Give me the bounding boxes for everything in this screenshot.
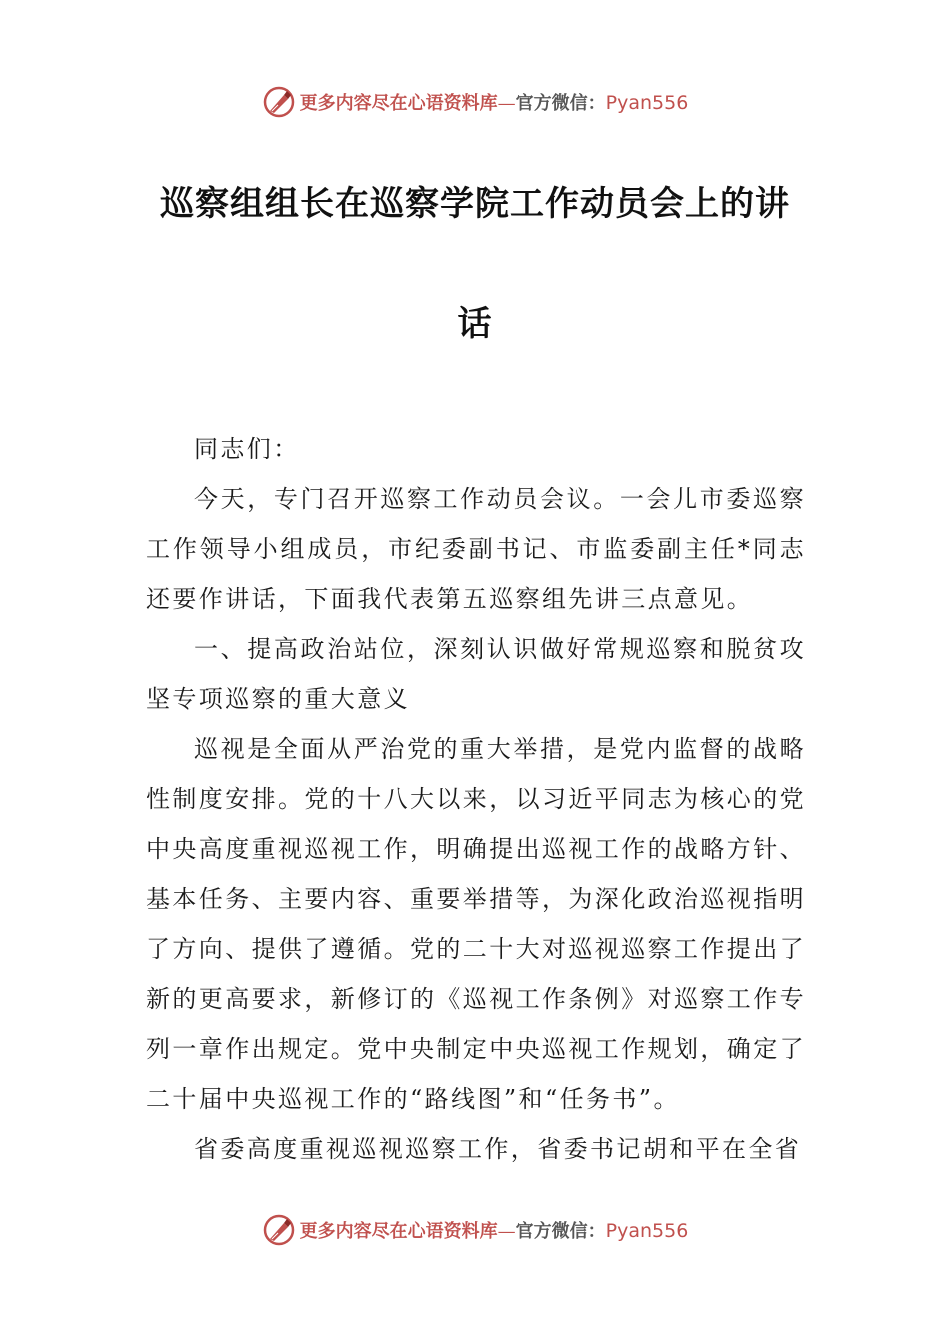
banner-site-name: 更多内容尽在心语资料库 (299, 93, 498, 114)
pen-nib-logo-icon (262, 1213, 296, 1247)
salutation: 同志们： (194, 435, 300, 463)
document-body (146, 424, 806, 1174)
pen-nib-logo-icon (262, 85, 296, 119)
banner-text (300, 89, 689, 115)
banner-wechat-label: 官方微信： (515, 93, 606, 114)
document-title-line-1: 巡察组组长在巡察学院工作动员会上的讲 (160, 184, 790, 224)
banner-wechat-id: Pyan556 (605, 92, 689, 114)
body-paragraph: 省委高度重视巡视巡察工作，省委书记胡和平在全省 (194, 1135, 802, 1163)
footer-banner (0, 1210, 950, 1250)
banner-wechat-label: 官方微信： (515, 1221, 606, 1242)
section-heading: 一、提高政治站位，深刻认识做好常规巡察和脱贫攻坚专项巡察的重大意义 (146, 635, 806, 713)
document-title-line-2: 话 (457, 304, 493, 344)
body-paragraph: 巡视是全面从严治党的重大举措，是党内监督的战略性制度安排。党的十八大以来，以习近平同志为核心的党中央高度重视巡视工作，明确提出巡视工作的战略方针、基本任务、主要内容、重要举措等，为深化政治巡视指明了方向、提供了遵循。党的二十大对巡视巡察工作提出了新的更高要求，新修订的《巡视工作条例》对巡察工作专列一章作出规定。党中央制定中央巡视工作规划，确定了二十届中央巡视工作的“路线图”和“任务书”。 (146, 735, 806, 1113)
banner-text (300, 1217, 689, 1243)
banner-dash: — (497, 93, 516, 114)
body-paragraph: 今天，专门召开巡察工作动员会议。一会儿市委巡察工作领导小组成员，市纪委副书记、市监委副主任*同志还要作讲话，下面我代表第五巡察组先讲三点意见。 (146, 485, 806, 613)
banner-site-name: 更多内容尽在心语资料库 (299, 1221, 498, 1242)
header-banner (0, 82, 950, 122)
banner-dash: — (497, 1221, 516, 1242)
banner-wechat-id: Pyan556 (605, 1220, 689, 1242)
